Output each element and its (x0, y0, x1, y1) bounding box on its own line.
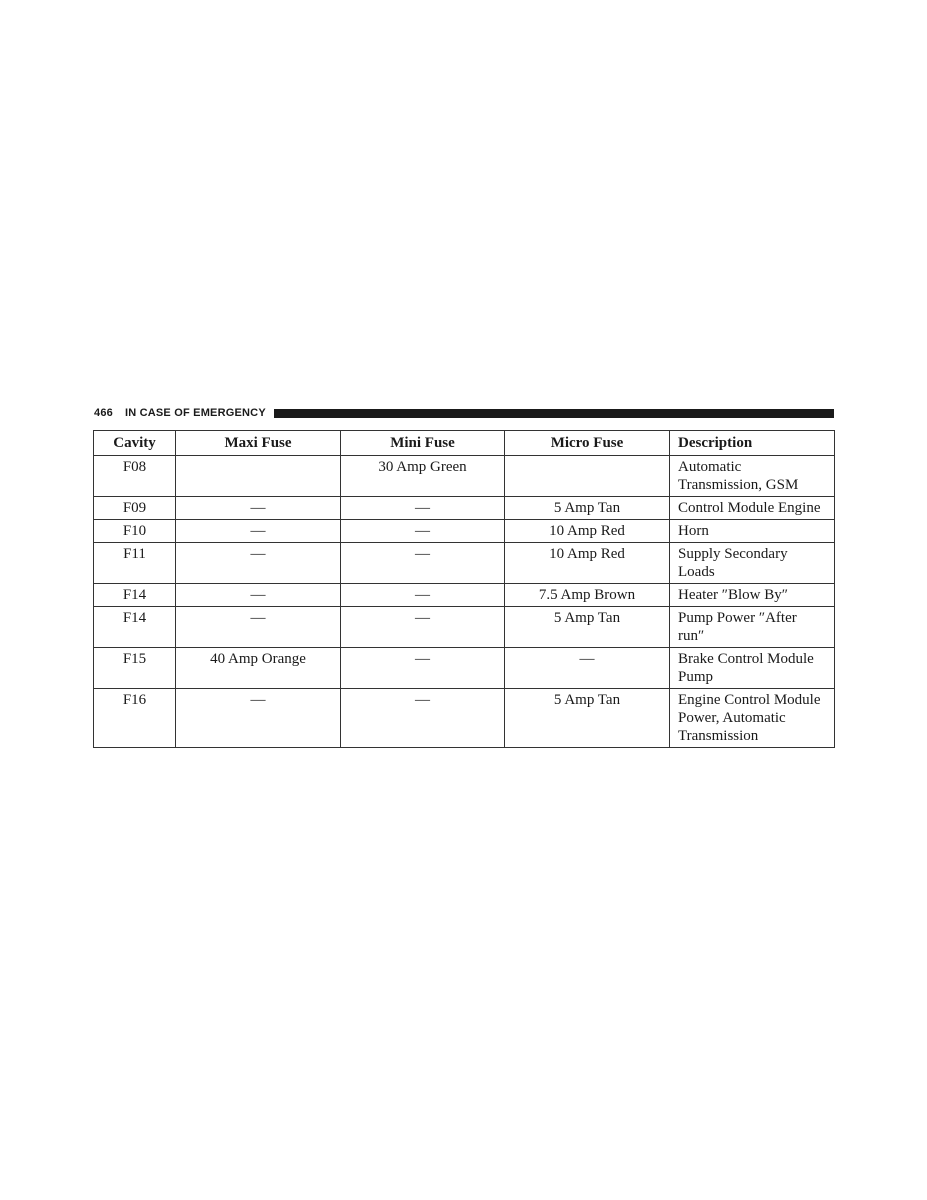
cell-description: Brake Control Module Pump (670, 648, 835, 689)
cell-maxi-fuse: 40 Amp Orange (176, 648, 341, 689)
cell-mini-fuse: — (341, 584, 505, 607)
cell-maxi-fuse: — (176, 584, 341, 607)
column-header-mini-fuse: Mini Fuse (341, 431, 505, 456)
cell-micro-fuse: 10 Amp Red (505, 543, 670, 584)
column-header-cavity: Cavity (94, 431, 176, 456)
fuse-table (93, 430, 835, 748)
table-row (94, 584, 835, 607)
cell-mini-fuse: — (341, 543, 505, 584)
table-row (94, 497, 835, 520)
cell-micro-fuse: 7.5 Amp Brown (505, 584, 670, 607)
cell-mini-fuse: — (341, 497, 505, 520)
cell-mini-fuse: — (341, 520, 505, 543)
cell-cavity: F14 (94, 584, 176, 607)
column-header-micro-fuse: Micro Fuse (505, 431, 670, 456)
cell-maxi-fuse: — (176, 520, 341, 543)
cell-cavity: F10 (94, 520, 176, 543)
cell-mini-fuse: 30 Amp Green (341, 456, 505, 497)
page-header (94, 406, 834, 420)
column-header-maxi-fuse: Maxi Fuse (176, 431, 341, 456)
header-rule (274, 409, 834, 418)
table-row (94, 648, 835, 689)
cell-mini-fuse: — (341, 607, 505, 648)
cell-micro-fuse: 5 Amp Tan (505, 689, 670, 748)
cell-micro-fuse: 10 Amp Red (505, 520, 670, 543)
cell-maxi-fuse: — (176, 607, 341, 648)
table-row (94, 456, 835, 497)
table-row (94, 543, 835, 584)
page-number: 466 (94, 407, 113, 419)
table-row (94, 520, 835, 543)
cell-description: Heater ″Blow By″ (670, 584, 835, 607)
cell-micro-fuse: 5 Amp Tan (505, 607, 670, 648)
cell-cavity: F15 (94, 648, 176, 689)
cell-description: Horn (670, 520, 835, 543)
cell-cavity: F16 (94, 689, 176, 748)
section-title: IN CASE OF EMERGENCY (124, 407, 266, 419)
cell-mini-fuse: — (341, 689, 505, 748)
table-row (94, 607, 835, 648)
cell-maxi-fuse: — (176, 689, 341, 748)
cell-description: Engine Control Module Power, Automatic Transmission (670, 689, 835, 748)
column-header-description: Description (670, 431, 835, 456)
table-row (94, 689, 835, 748)
cell-maxi-fuse: — (176, 497, 341, 520)
cell-micro-fuse: — (505, 648, 670, 689)
cell-description: Supply Secondary Loads (670, 543, 835, 584)
cell-description: Pump Power ″After run″ (670, 607, 835, 648)
cell-description: Control Module Engine (670, 497, 835, 520)
cell-cavity: F08 (94, 456, 176, 497)
cell-mini-fuse: — (341, 648, 505, 689)
cell-maxi-fuse: — (176, 543, 341, 584)
cell-micro-fuse (505, 456, 670, 497)
cell-micro-fuse: 5 Amp Tan (505, 497, 670, 520)
table-header-row (94, 431, 835, 456)
cell-cavity: F09 (94, 497, 176, 520)
cell-cavity: F11 (94, 543, 176, 584)
cell-description: Automatic Transmission, GSM (670, 456, 835, 497)
cell-cavity: F14 (94, 607, 176, 648)
cell-maxi-fuse (176, 456, 341, 497)
